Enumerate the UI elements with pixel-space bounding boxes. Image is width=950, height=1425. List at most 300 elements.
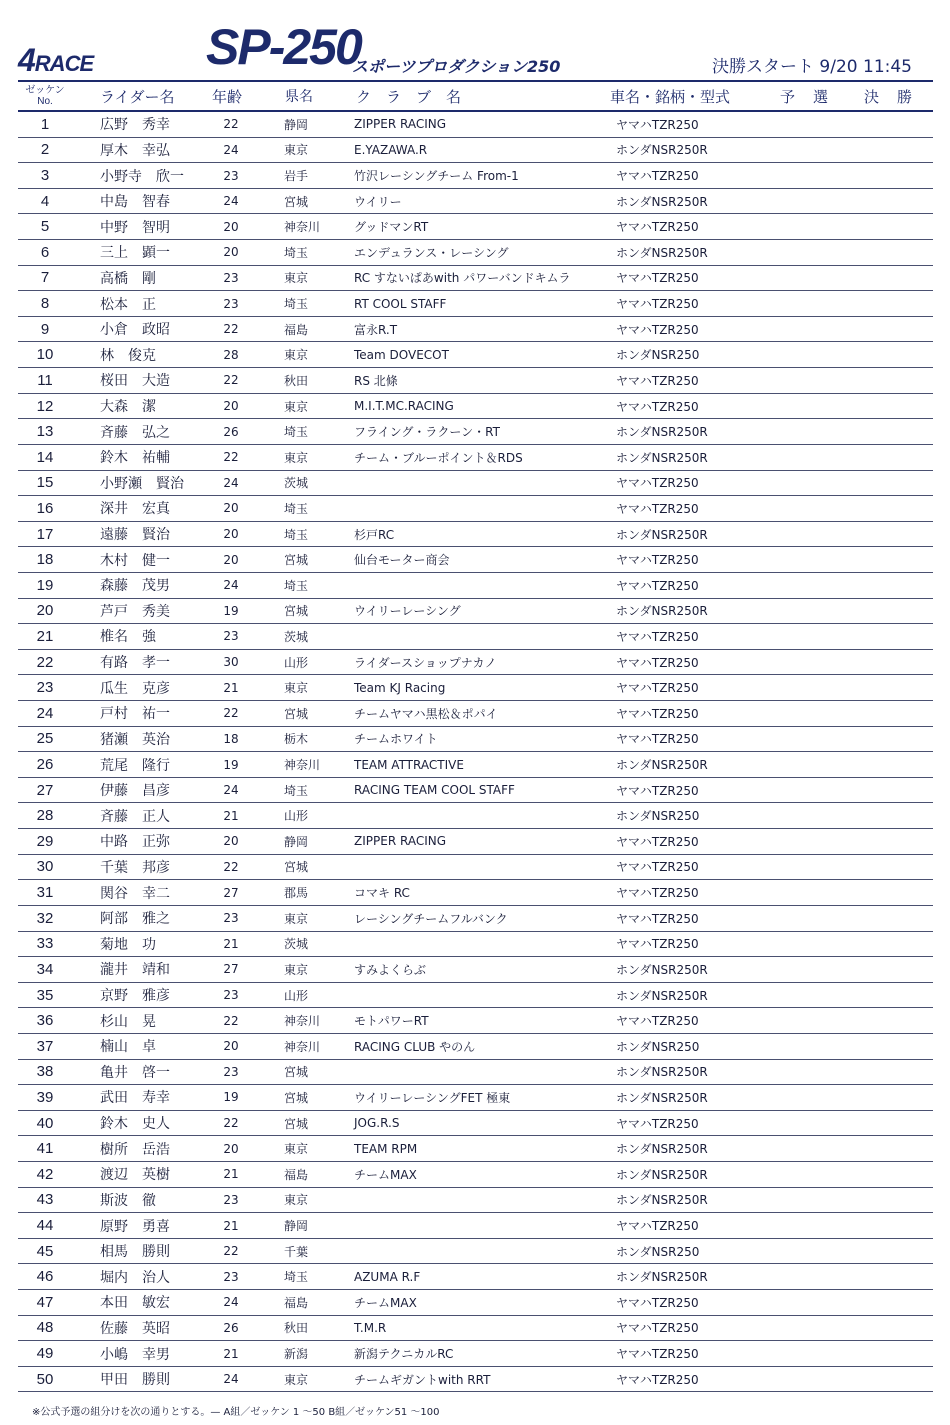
race-word: RACE xyxy=(34,51,94,76)
table-row xyxy=(18,394,933,420)
rider-prefecture: 山形 xyxy=(284,988,309,1003)
rider-given-name: 岳浩 xyxy=(142,1141,170,1158)
rider-family-name: 戸村 xyxy=(100,706,128,723)
entry-number: 2 xyxy=(40,141,50,159)
rider-bike: ヤマハTZR250 xyxy=(616,373,699,388)
rider-prefecture: 山形 xyxy=(284,809,309,824)
rider-given-name: 智春 xyxy=(142,194,170,211)
rider-prefecture: 山形 xyxy=(284,655,309,670)
rider-name xyxy=(100,522,182,547)
rider-name xyxy=(100,1060,182,1085)
entry-number: 7 xyxy=(40,269,50,287)
rider-name xyxy=(100,240,182,265)
rider-age: 21 xyxy=(223,680,239,695)
entry-number: 45 xyxy=(36,1242,54,1260)
rider-family-name: 三上 xyxy=(100,245,128,262)
rider-given-name: 弘之 xyxy=(142,424,170,441)
rider-prefecture: 福島 xyxy=(284,1295,309,1310)
rider-name xyxy=(100,1367,182,1392)
table-row xyxy=(18,1341,933,1367)
rider-given-name: 智明 xyxy=(142,219,170,236)
rider-given-name: 賢治 xyxy=(142,527,170,544)
rider-given-name: 昌彦 xyxy=(142,783,170,800)
entry-number: 31 xyxy=(36,884,54,902)
column-header-prefecture: 県名 xyxy=(285,89,313,105)
rider-club: ZIPPER RACING xyxy=(354,834,447,849)
rider-family-name: 高橋 xyxy=(100,270,128,287)
rider-name xyxy=(100,1290,182,1315)
rider-given-name: 剛 xyxy=(142,270,156,287)
entry-number: 14 xyxy=(36,448,54,466)
entry-number: 50 xyxy=(36,1370,54,1388)
rider-prefecture: 茨城 xyxy=(284,629,309,644)
rider-given-name: 寿幸 xyxy=(142,1090,170,1107)
table-row xyxy=(18,1162,933,1188)
table-row xyxy=(18,342,933,368)
rider-bike: ホンダNSR250R xyxy=(616,1090,708,1105)
rider-given-name: 靖和 xyxy=(142,962,170,979)
rider-age: 18 xyxy=(223,731,239,746)
rider-prefecture: 東京 xyxy=(284,681,309,696)
rider-bike: ホンダNSR250R xyxy=(616,1065,708,1080)
rider-name xyxy=(100,957,182,982)
rider-given-name: 強 xyxy=(142,629,156,646)
rider-given-name: 英治 xyxy=(142,731,170,748)
rider-given-name: 政昭 xyxy=(142,322,170,339)
rider-club: T.M.R xyxy=(354,1320,387,1335)
rider-age: 21 xyxy=(223,1346,239,1361)
table-row xyxy=(18,624,933,650)
column-header-qualify: 予選 xyxy=(780,87,847,106)
column-header-rider: ライダー名 xyxy=(100,87,175,106)
rider-family-name: 斯波 xyxy=(100,1192,128,1209)
rider-family-name: 森藤 xyxy=(100,578,128,595)
rider-family-name: 中野 xyxy=(100,219,128,236)
rider-prefecture: 東京 xyxy=(284,1193,309,1208)
rider-name xyxy=(100,1008,182,1033)
entry-number: 21 xyxy=(36,627,54,645)
table-row xyxy=(18,1316,933,1342)
rider-club: RACING CLUB やのん xyxy=(354,1039,476,1054)
rider-given-name: 秀美 xyxy=(142,603,170,620)
rider-family-name: 武田 xyxy=(100,1090,128,1107)
entry-number: 12 xyxy=(36,397,54,415)
table-row xyxy=(18,163,933,189)
rider-age: 23 xyxy=(223,270,239,285)
rider-name xyxy=(100,855,182,880)
rider-name xyxy=(100,266,182,291)
rider-age: 23 xyxy=(223,296,239,311)
rider-name xyxy=(100,189,182,214)
rider-age: 24 xyxy=(223,1372,239,1387)
entry-number: 48 xyxy=(36,1319,54,1337)
rider-name xyxy=(100,573,182,598)
table-row xyxy=(18,138,933,164)
column-header-final: 決勝 xyxy=(864,87,931,106)
rider-prefecture: 千葉 xyxy=(284,1244,309,1259)
table-row xyxy=(18,932,933,958)
rider-club: すみよくらぶ xyxy=(354,962,427,977)
class-title: SP-250 xyxy=(206,19,361,75)
rider-name xyxy=(100,112,182,137)
rider-prefecture: 茨城 xyxy=(284,937,309,952)
rider-family-name: 甲田 xyxy=(100,1372,128,1389)
rider-age: 24 xyxy=(223,194,239,209)
table-row xyxy=(18,1111,933,1137)
rider-family-name: 京野 xyxy=(100,988,128,1005)
entry-list-table xyxy=(18,80,933,1392)
rider-prefecture: 埼玉 xyxy=(284,425,309,440)
rider-age: 24 xyxy=(223,783,239,798)
rider-family-name: 鈴木 xyxy=(100,450,128,467)
rider-given-name: 史人 xyxy=(142,1116,170,1133)
rider-bike: ヤマハTZR250 xyxy=(616,1014,699,1029)
rider-bike: ヤマハTZR250 xyxy=(616,271,699,286)
entry-number: 29 xyxy=(36,832,54,850)
rider-club: ウイリーレーシング xyxy=(354,604,461,619)
rider-name xyxy=(100,932,182,957)
table-row xyxy=(18,445,933,471)
rider-club: 仙台モーター商会 xyxy=(354,553,450,568)
rider-given-name: 秀幸 xyxy=(142,117,170,134)
rider-family-name: 林 xyxy=(100,347,114,364)
rider-bike: ヤマハTZR250 xyxy=(616,578,699,593)
rider-bike: ホンダNSR250R xyxy=(616,245,708,260)
class-subtitle: スポーツプロダクション250 xyxy=(352,57,561,76)
table-row xyxy=(18,214,933,240)
rider-age: 22 xyxy=(223,373,239,388)
rider-age: 23 xyxy=(223,1192,239,1207)
rider-given-name: 晃 xyxy=(142,1013,156,1030)
rider-name xyxy=(100,1239,182,1264)
rider-age: 23 xyxy=(223,988,239,1003)
rider-family-name: 亀井 xyxy=(100,1064,128,1081)
rider-bike: ヤマハTZR250 xyxy=(616,117,699,132)
rider-prefecture: 宮城 xyxy=(284,1090,309,1105)
rider-prefecture: 神奈川 xyxy=(284,1039,321,1054)
rider-name xyxy=(100,1085,182,1110)
rider-bike: ヤマハTZR250 xyxy=(616,783,699,798)
rider-given-name: 大造 xyxy=(142,373,170,390)
rider-age: 20 xyxy=(223,834,239,849)
rider-club: チームMAX xyxy=(354,1167,417,1182)
rider-family-name: 松本 xyxy=(100,296,128,313)
rider-bike: ヤマハTZR250 xyxy=(616,681,699,696)
rider-bike: ヤマハTZR250 xyxy=(616,297,699,312)
rider-name xyxy=(100,291,182,316)
rider-age: 22 xyxy=(223,1116,239,1131)
rider-prefecture: 郡馬 xyxy=(284,886,309,901)
rider-prefecture: 埼玉 xyxy=(284,527,309,542)
rider-name xyxy=(100,394,182,419)
rider-age: 20 xyxy=(223,219,239,234)
rider-given-name: 茂男 xyxy=(142,578,170,595)
rider-name xyxy=(100,1341,182,1366)
entry-number: 37 xyxy=(36,1037,54,1055)
table-row xyxy=(18,291,933,317)
entry-number: 18 xyxy=(36,551,54,569)
rider-prefecture: 岩手 xyxy=(284,169,309,184)
table-row xyxy=(18,957,933,983)
rider-given-name: 英樹 xyxy=(142,1167,170,1184)
rider-name xyxy=(100,752,182,777)
table-row xyxy=(18,701,933,727)
rider-family-name: 遠藤 xyxy=(100,527,128,544)
rider-prefecture: 東京 xyxy=(284,962,309,977)
rider-bike: ホンダNSR250R xyxy=(616,962,708,977)
rider-given-name: 孝一 xyxy=(142,655,170,672)
race-number: 4 xyxy=(18,42,35,78)
rider-age: 20 xyxy=(223,1039,239,1054)
entry-number: 43 xyxy=(36,1191,54,1209)
rider-age: 22 xyxy=(223,1013,239,1028)
rider-name xyxy=(100,803,182,828)
rider-bike: ヤマハTZR250 xyxy=(616,1219,699,1233)
rider-given-name: 正 xyxy=(142,296,156,313)
rider-prefecture: 宮城 xyxy=(284,706,309,721)
rider-bike: ホンダNSR250 xyxy=(616,348,700,363)
rider-given-name: 治人 xyxy=(142,1269,170,1286)
rider-family-name: 小嶋 xyxy=(100,1346,128,1363)
table-row xyxy=(18,1188,933,1214)
rider-prefecture: 東京 xyxy=(284,399,309,414)
rider-age: 20 xyxy=(223,501,239,516)
rider-bike: ヤマハTZR250 xyxy=(616,399,699,414)
rider-age: 22 xyxy=(223,1244,239,1259)
table-row xyxy=(18,240,933,266)
rider-family-name: 桜田 xyxy=(100,373,128,390)
table-row xyxy=(18,189,933,215)
rider-age: 22 xyxy=(223,859,239,874)
rider-family-name: 小野瀬 xyxy=(100,475,142,492)
rider-given-name: 克彦 xyxy=(142,680,170,697)
rider-name xyxy=(100,496,182,521)
rider-age: 23 xyxy=(223,629,239,644)
rider-club: エンデュランス・レーシング xyxy=(354,245,509,260)
rider-name xyxy=(100,1213,182,1238)
entry-number: 19 xyxy=(36,576,54,594)
rider-age: 20 xyxy=(223,527,239,542)
rider-family-name: 佐藤 xyxy=(100,1320,128,1337)
entry-number: 35 xyxy=(36,986,54,1004)
rider-family-name: 本田 xyxy=(100,1295,128,1312)
rider-given-name: 欣一 xyxy=(156,168,184,185)
table-row xyxy=(18,906,933,932)
rider-prefecture: 神奈川 xyxy=(284,758,321,773)
rider-prefecture: 東京 xyxy=(284,1372,309,1387)
rider-prefecture: 埼玉 xyxy=(284,501,309,516)
rider-club: JOG.R.S xyxy=(354,1116,400,1131)
rider-prefecture: 静岡 xyxy=(284,117,309,132)
rider-prefecture: 宮城 xyxy=(284,553,309,568)
rider-bike: ホンダNSR250R xyxy=(616,758,708,773)
table-row xyxy=(18,1136,933,1162)
rider-name xyxy=(100,471,196,496)
rider-age: 21 xyxy=(223,808,239,823)
rider-given-name: 幸弘 xyxy=(142,142,170,159)
entry-number: 8 xyxy=(40,295,50,313)
rider-bike: ヤマハTZR250 xyxy=(616,886,699,901)
rider-name xyxy=(100,1136,182,1161)
rider-club: TEAM ATTRACTIVE xyxy=(354,757,464,772)
column-header-number xyxy=(18,82,72,110)
entry-number: 9 xyxy=(40,320,50,338)
rider-bike: ホンダNSR250 xyxy=(616,1244,700,1259)
rider-name xyxy=(100,983,182,1008)
rider-given-name: 隆行 xyxy=(142,757,170,774)
rider-bike: ヤマハTZR250 xyxy=(616,1295,699,1310)
column-header-number-top: ゼッケン xyxy=(25,85,65,96)
rider-family-name: 原野 xyxy=(100,1218,128,1235)
rider-age: 20 xyxy=(223,399,239,413)
rider-name xyxy=(100,163,196,188)
rider-family-name: 中路 xyxy=(100,834,128,851)
rider-family-name: 中島 xyxy=(100,194,128,211)
entry-number: 42 xyxy=(36,1165,54,1183)
rider-prefecture: 神奈川 xyxy=(284,220,321,235)
rider-prefecture: 秋田 xyxy=(284,1321,309,1336)
entry-number: 30 xyxy=(36,858,54,876)
rider-age: 26 xyxy=(223,1320,239,1335)
rider-given-name: 敏宏 xyxy=(142,1295,170,1312)
rider-given-name: 卓 xyxy=(142,1039,156,1056)
table-row xyxy=(18,983,933,1009)
rider-name xyxy=(100,880,182,905)
table-row xyxy=(18,880,933,906)
rider-club: RT COOL STAFF xyxy=(354,296,447,311)
rider-bike: ヤマハTZR250 xyxy=(616,1321,699,1336)
rider-age: 22 xyxy=(223,322,239,337)
rider-given-name: 潔 xyxy=(142,399,156,415)
rider-prefecture: 埼玉 xyxy=(284,297,309,312)
rider-prefecture: 福島 xyxy=(284,1167,309,1182)
rider-family-name: 鈴木 xyxy=(100,1116,128,1133)
rider-name xyxy=(100,445,182,470)
table-row xyxy=(18,573,933,599)
rider-age: 21 xyxy=(223,1167,239,1182)
rider-given-name: 勝則 xyxy=(142,1372,170,1389)
rider-bike: ヤマハTZR250 xyxy=(616,169,699,184)
rider-bike: ヤマハTZR250 xyxy=(616,655,699,670)
rider-bike: ホンダNSR250R xyxy=(616,1167,708,1182)
rider-given-name: 勇喜 xyxy=(142,1218,170,1235)
rider-name xyxy=(100,342,168,367)
table-row xyxy=(18,1085,933,1111)
rider-given-name: 祐輔 xyxy=(142,450,170,467)
rider-age: 20 xyxy=(223,552,239,567)
rider-club: RACING TEAM COOL STAFF xyxy=(354,783,515,798)
table-row xyxy=(18,496,933,522)
rider-given-name: 徹 xyxy=(142,1192,156,1209)
rider-bike: ホンダNSR250R xyxy=(616,1193,708,1208)
rider-bike: ホンダNSR250R xyxy=(616,604,708,619)
rider-name xyxy=(100,1316,182,1341)
entry-number: 25 xyxy=(36,730,54,748)
entry-number: 22 xyxy=(36,653,54,671)
rider-club: グッドマンRT xyxy=(354,220,429,235)
rider-age: 24 xyxy=(223,1295,239,1310)
entry-number: 46 xyxy=(36,1268,54,1286)
rider-prefecture: 静岡 xyxy=(284,1219,309,1233)
entry-number: 28 xyxy=(36,807,54,825)
rider-age: 20 xyxy=(223,245,239,260)
footnote: ※公式予選の組分けを次の通りとする。— A組／ゼッケン 1 ～50 B組／ゼッケン51 ～100 xyxy=(32,1407,440,1418)
rider-name xyxy=(100,214,182,239)
entry-number: 11 xyxy=(37,371,53,389)
rider-club: AZUMA R.F xyxy=(354,1269,421,1284)
rider-family-name: 広野 xyxy=(100,117,128,134)
rider-family-name: 伊藤 xyxy=(100,783,128,800)
rider-prefecture: 宮城 xyxy=(284,604,309,619)
table-row xyxy=(18,1213,933,1239)
table-row xyxy=(18,829,933,855)
rider-family-name: 大森 xyxy=(100,399,128,415)
rider-bike: ホンダNSR250R xyxy=(616,425,708,440)
rider-club: コマキ RC xyxy=(354,886,410,901)
rider-bike: ヤマハTZR250 xyxy=(616,860,699,875)
rider-name xyxy=(100,368,182,393)
rider-bike: ヤマハTZR250 xyxy=(616,732,699,747)
rider-club: チームギガントwith RRT xyxy=(354,1372,491,1387)
rider-prefecture: 東京 xyxy=(284,348,309,363)
entry-number: 44 xyxy=(36,1217,54,1234)
rider-age: 20 xyxy=(223,1141,239,1156)
rider-age: 23 xyxy=(223,1064,239,1079)
rider-prefecture: 東京 xyxy=(284,450,309,465)
rider-family-name: 猪瀬 xyxy=(100,731,128,748)
rider-bike: ヤマハTZR250 xyxy=(616,501,699,516)
table-row xyxy=(18,547,933,573)
rider-bike: ヤマハTZR250 xyxy=(616,629,699,644)
table-row xyxy=(18,1264,933,1290)
rider-given-name: 正人 xyxy=(142,808,170,825)
rider-given-name: 功 xyxy=(142,936,156,953)
entry-number: 20 xyxy=(36,602,54,620)
rider-given-name: 俊克 xyxy=(128,347,156,364)
rider-age: 27 xyxy=(223,962,239,977)
rider-family-name: 堀内 xyxy=(100,1269,128,1286)
rider-club: チームヤマハ黒松＆ポパイ xyxy=(354,706,498,721)
rider-age: 23 xyxy=(223,168,239,183)
rider-family-name: 有路 xyxy=(100,655,128,672)
rider-prefecture: 東京 xyxy=(284,271,309,286)
rider-given-name: 健一 xyxy=(142,552,170,569)
rider-club: ライダースショップナカノ xyxy=(354,655,497,670)
rider-family-name: 深井 xyxy=(100,501,128,518)
rider-prefecture: 栃木 xyxy=(284,732,309,747)
race-label xyxy=(18,42,93,79)
rider-age: 24 xyxy=(223,475,239,490)
entry-number: 5 xyxy=(40,218,50,236)
rider-given-name: 英昭 xyxy=(142,1320,170,1337)
rider-given-name: 勝則 xyxy=(142,1244,170,1261)
rider-bike: ホンダNSR250R xyxy=(616,988,708,1003)
rider-given-name: 正弥 xyxy=(142,834,170,851)
rider-club: フライング・ラクーン・RT xyxy=(354,425,500,440)
table-row xyxy=(18,471,933,497)
rider-bike: ヤマハTZR250 xyxy=(616,1372,699,1387)
rider-prefecture: 東京 xyxy=(284,911,309,926)
rider-club: ウイリーレーシングFET 極東 xyxy=(354,1090,511,1105)
entry-number: 47 xyxy=(36,1293,54,1311)
rider-bike: ヤマハTZR250 xyxy=(616,911,699,926)
table-row xyxy=(18,650,933,676)
rider-club: M.I.T.MC.RACING xyxy=(354,399,454,413)
table-row xyxy=(18,675,933,701)
entry-number: 10 xyxy=(36,346,54,364)
table-row xyxy=(18,419,933,445)
rider-prefecture: 宮城 xyxy=(284,1116,309,1131)
